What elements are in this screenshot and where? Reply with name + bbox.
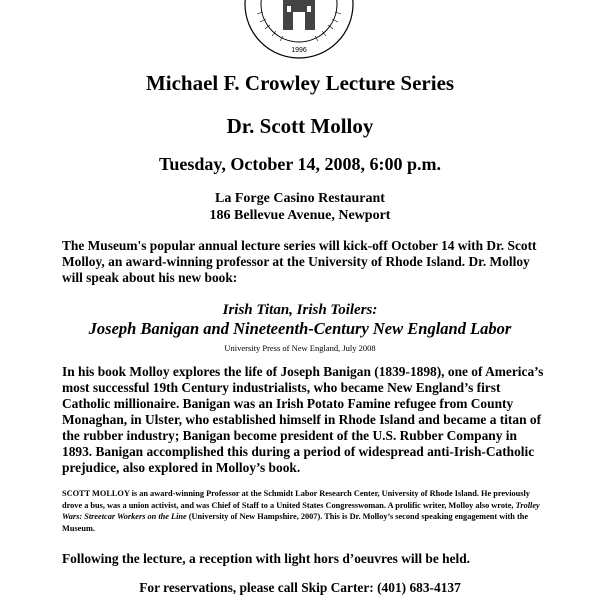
- book-title-line2: Joseph Banigan and Nineteenth-Century New England Labor: [88, 319, 512, 338]
- venue-name: La Forge Casino Restaurant: [215, 191, 385, 206]
- speaker-bio: [62, 488, 552, 534]
- reservations-info: For reservations, please call Skip Carter: (401) 683-4137: [139, 580, 461, 595]
- intro-paragraph: The Museum's popular annual lecture series will kick-off October 14 with Dr. Scott Molloy, an award-winning professor at the University of Rhode Island. Dr. Molloy will speak about his new book:: [62, 238, 537, 285]
- lecture-series-title: Michael F. Crowley Lecture Series: [145, 71, 455, 95]
- book-title-line1: Irish Titan, Irish Toilers:: [222, 302, 378, 318]
- seal-year: 1996: [291, 47, 307, 54]
- speaker-name: Dr. Scott Molloy: [226, 114, 374, 138]
- venue-address: 186 Bellevue Avenue, Newport: [209, 208, 391, 223]
- museum-seal-logo: [243, 0, 355, 60]
- bio-book-title: Trolley Wars: Streetcar Workers on the Line: [62, 500, 540, 521]
- reception-note: Following the lecture, a reception with light hors d’oeuvres will be held.: [62, 551, 471, 566]
- book-title: [0, 301, 600, 338]
- book-summary-paragraph: In his book Molloy explores the life of Joseph Banigan (1839-1898), one of America’s most successful 19th Century industrialists, who became New England’s first Catholic millionaire. Banigan was an Irish Potato Famine refugee from County Monaghan, in Ulster, who established himself in Rhode Island and became a titan of the rubber industry; Banigan become president of the U.S. Rubber Company in 1893. Banigan accomplished this during a period of widespread anti-Irish-Catholic prejudice, also explored in Molloy’s book.: [62, 364, 544, 475]
- bio-text-end: (University of New Hampshire, 2007). This is Dr. Molloy’s second speaking engagement with the Museum.: [62, 512, 529, 533]
- venue: [0, 190, 600, 224]
- event-date: Tuesday, October 14, 2008, 6:00 p.m.: [158, 154, 442, 174]
- bio-text-start: SCOTT MOLLOY is an award-winning Professor at the Schmidt Labor Research Center, University of Rhode Island. He previously drove a bus, was a union activist, and was Chief of Staff to a United States Congresswoman. A prolific writer, Molloy also wrote,: [62, 489, 530, 510]
- book-publisher: University Press of New England, July 2008: [224, 343, 376, 353]
